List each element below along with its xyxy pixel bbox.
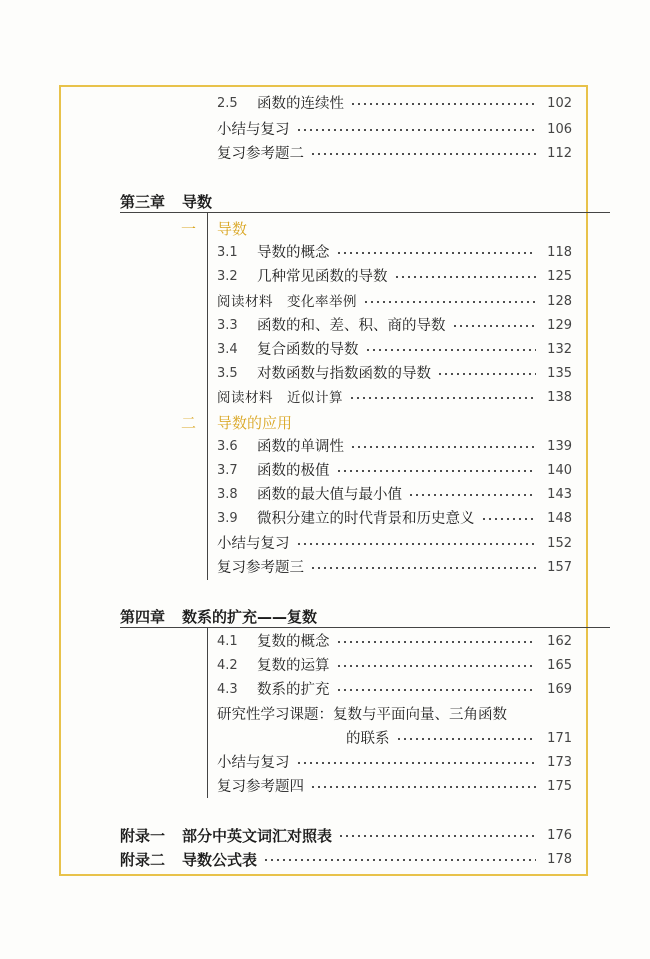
toc-entry[interactable] xyxy=(217,461,572,481)
toc-entry[interactable] xyxy=(217,388,572,408)
toc-entry[interactable] xyxy=(217,437,572,457)
leader-dots xyxy=(452,324,537,328)
leader-dots xyxy=(338,834,536,838)
entry-number: 3.4 xyxy=(217,342,238,357)
entry-page: 139 xyxy=(547,439,572,454)
toc-entry[interactable] xyxy=(217,777,572,797)
toc-entry[interactable] xyxy=(217,316,572,336)
leader-dots xyxy=(336,688,537,692)
toc-entry[interactable] xyxy=(217,243,572,263)
leader-dots xyxy=(349,396,536,400)
entry-title: 对数函数与指数函数的导数 xyxy=(257,366,431,382)
toc-entry[interactable] xyxy=(217,485,572,505)
entry-page: 125 xyxy=(547,269,572,284)
entry-number: 3.6 xyxy=(217,439,238,454)
leader-dots xyxy=(336,469,537,473)
entry-number: 4.1 xyxy=(217,634,238,649)
entry-page: 165 xyxy=(547,658,572,673)
leader-dots xyxy=(263,858,536,862)
entry-page: 138 xyxy=(547,390,572,405)
entry-title: 数系的扩充 xyxy=(257,682,330,698)
entry-title: 函数的单调性 xyxy=(257,439,344,455)
toc-entry[interactable] xyxy=(217,656,572,676)
entry-title: 复习参考题三 xyxy=(217,560,304,576)
leader-dots xyxy=(296,542,537,546)
entry-title: 函数的最大值与最小值 xyxy=(257,487,402,503)
entry-page: 106 xyxy=(547,122,572,137)
leader-dots xyxy=(350,102,536,106)
entry-number: 4.2 xyxy=(217,658,238,673)
chapter-rule xyxy=(120,627,610,628)
entry-page: 157 xyxy=(547,560,572,575)
toc-entry[interactable] xyxy=(217,753,572,773)
research-topic-line2[interactable] xyxy=(346,729,572,749)
tree-line xyxy=(207,213,208,580)
toc-entry[interactable] xyxy=(217,267,572,287)
entry-number: 4.3 xyxy=(217,682,238,697)
section-title: 导数 xyxy=(217,220,248,238)
entry-page: 129 xyxy=(547,318,572,333)
toc-entry[interactable] xyxy=(217,534,572,554)
entry-title: 复合函数的导数 xyxy=(257,342,359,358)
leader-dots xyxy=(365,348,537,352)
toc-entry[interactable] xyxy=(217,340,572,360)
entry-title: 导数的概念 xyxy=(257,245,330,261)
entry-page: 171 xyxy=(547,731,572,746)
leader-dots xyxy=(350,445,536,449)
entry-page: 175 xyxy=(547,779,572,794)
appendix-1[interactable] xyxy=(120,825,572,847)
chapter-4-heading[interactable] xyxy=(120,606,572,628)
toc-entry[interactable] xyxy=(217,509,572,529)
entry-page: 143 xyxy=(547,487,572,502)
entry-page: 112 xyxy=(547,146,572,161)
entry-title: 几种常见函数的导数 xyxy=(257,269,388,285)
chapter-3-heading[interactable] xyxy=(120,191,572,213)
toc-entry[interactable] xyxy=(217,120,572,140)
appendix-label: 附录二 xyxy=(120,851,166,869)
section-heading[interactable] xyxy=(181,413,292,433)
leader-dots xyxy=(437,372,536,376)
leader-dots xyxy=(336,640,537,644)
entry-title: 小结与复习 xyxy=(217,755,290,771)
entry-page: 173 xyxy=(547,755,572,770)
entry-number: 3.5 xyxy=(217,366,238,381)
toc-entry[interactable] xyxy=(217,680,572,700)
entry-title: 小结与复习 xyxy=(217,536,290,552)
appendix-page: 176 xyxy=(547,828,572,843)
entry-title: 的联系 xyxy=(346,731,390,747)
entry-number: 3.8 xyxy=(217,487,238,502)
entry-title: 复数的概念 xyxy=(257,634,330,650)
appendix-page: 178 xyxy=(547,852,572,867)
toc-entry[interactable] xyxy=(217,632,572,652)
section-heading[interactable] xyxy=(181,219,247,239)
appendix-label: 附录一 xyxy=(120,827,166,845)
entry-page: 102 xyxy=(547,96,572,111)
chapter-number: 第三章 xyxy=(120,193,166,211)
leader-dots xyxy=(396,737,537,741)
leader-dots xyxy=(394,275,537,279)
entry-title: 复习参考题四 xyxy=(217,779,304,795)
toc-entry[interactable] xyxy=(217,144,572,164)
entry-number: 3.3 xyxy=(217,318,238,333)
entry-title: 复习参考题二 xyxy=(217,146,304,162)
entry-page: 148 xyxy=(547,511,572,526)
leader-dots xyxy=(336,664,537,668)
leader-dots xyxy=(336,251,537,255)
section-number: 二 xyxy=(181,414,197,432)
tree-line xyxy=(207,628,208,798)
entry-number: 3.2 xyxy=(217,269,238,284)
entry-number: 2.5 xyxy=(217,96,238,111)
entry-title: 阅读材料 近似计算 xyxy=(217,390,343,406)
leader-dots xyxy=(296,128,537,132)
entry-page: 132 xyxy=(547,342,572,357)
entry-number: 3.9 xyxy=(217,511,238,526)
chapter-number: 第四章 xyxy=(120,608,166,626)
entry-page: 162 xyxy=(547,634,572,649)
entry-title: 函数的连续性 xyxy=(257,96,344,112)
leader-dots xyxy=(408,493,536,497)
entry-title: 阅读材料 变化率举例 xyxy=(217,294,357,310)
entry-number: 3.7 xyxy=(217,463,238,478)
entry-page: 128 xyxy=(547,294,572,309)
entry-page: 152 xyxy=(547,536,572,551)
entry-page: 140 xyxy=(547,463,572,478)
chapter-title: 数系的扩充——复数 xyxy=(182,608,318,626)
entry-title: 函数的极值 xyxy=(257,463,330,479)
leader-dots xyxy=(481,517,537,521)
toc-entry[interactable] xyxy=(217,558,572,578)
entry-page: 118 xyxy=(547,245,572,260)
toc-entry[interactable] xyxy=(217,364,572,384)
appendix-title: 导数公式表 xyxy=(182,851,258,869)
leader-dots xyxy=(310,566,536,570)
section-number: 一 xyxy=(181,220,197,238)
leader-dots xyxy=(363,300,536,304)
appendix-title: 部分中英文词汇对照表 xyxy=(182,827,333,845)
entry-page: 169 xyxy=(547,682,572,697)
leader-dots xyxy=(296,761,537,765)
entry-title: 复数的运算 xyxy=(257,658,330,674)
section-title: 导数的应用 xyxy=(217,414,293,432)
research-topic-line1[interactable]: 研究性学习课题：复数与平面向量、三角函数 xyxy=(217,707,507,723)
entry-number: 3.1 xyxy=(217,245,238,260)
leader-dots xyxy=(310,152,536,156)
entry-title: 小结与复习 xyxy=(217,122,290,138)
entry-title: 函数的和、差、积、商的导数 xyxy=(257,318,446,334)
entry-title: 微积分建立的时代背景和历史意义 xyxy=(257,511,475,527)
entry-page: 135 xyxy=(547,366,572,381)
chapter-rule xyxy=(120,212,610,213)
leader-dots xyxy=(310,785,536,789)
chapter-title: 导数 xyxy=(182,193,213,211)
toc-entry[interactable] xyxy=(217,94,572,114)
toc-entry[interactable] xyxy=(217,292,572,312)
appendix-2[interactable] xyxy=(120,849,572,871)
